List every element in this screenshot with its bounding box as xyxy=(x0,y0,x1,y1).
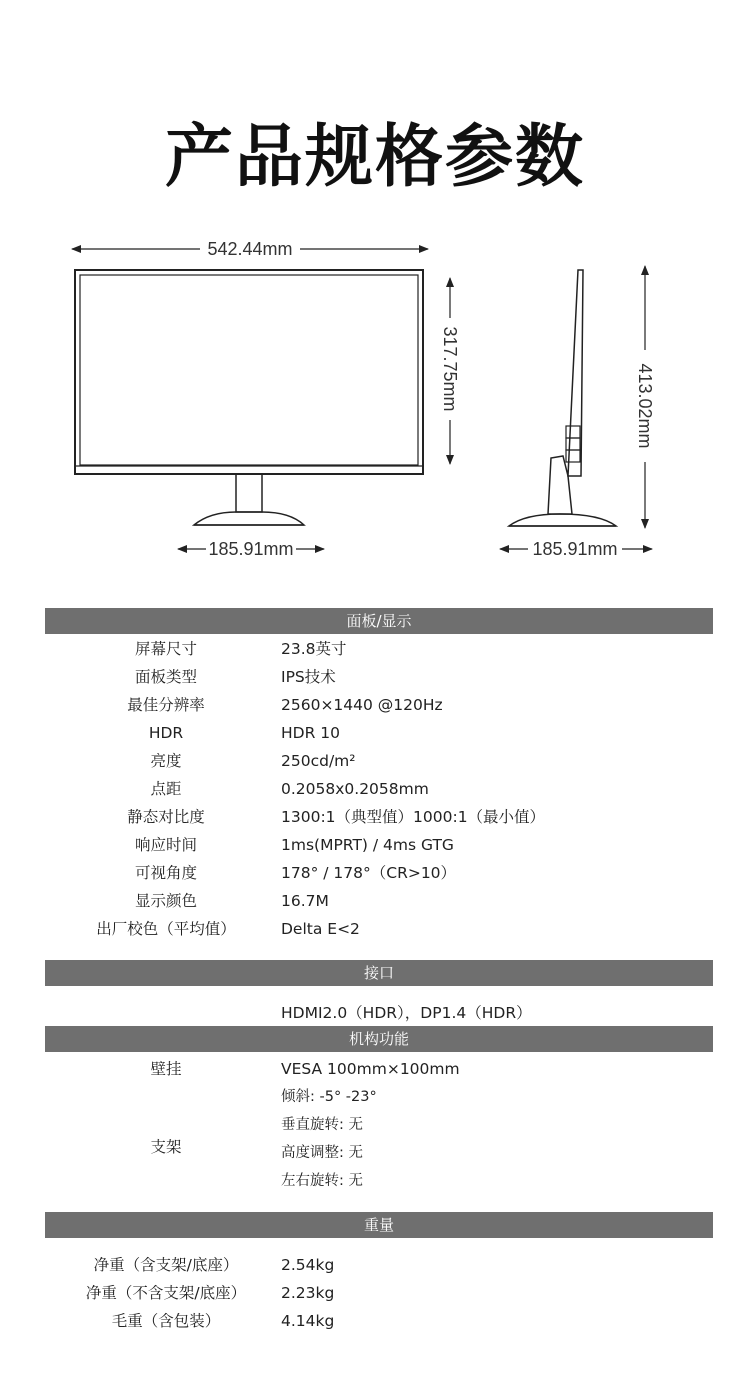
spec-value: HDR 10 xyxy=(281,724,341,742)
weight-label: 净重（不含支架/底座） xyxy=(85,1284,247,1302)
weight-row xyxy=(0,1279,750,1307)
spec-row xyxy=(0,635,750,663)
spec-label: HDR xyxy=(148,724,184,742)
stand-tilt-value: 倾斜: -5° -23° xyxy=(281,1089,377,1105)
spec-label: 可视角度 xyxy=(134,864,197,882)
spec-value: Delta E<2 xyxy=(281,920,360,938)
weight-value: 4.14kg xyxy=(281,1312,335,1330)
weight-value: 2.23kg xyxy=(281,1284,335,1302)
page-title: 产品规格参数 xyxy=(164,118,585,197)
stand-height-value: 高度调整: 无 xyxy=(281,1145,363,1161)
spec-label: 静态对比度 xyxy=(127,808,205,826)
spec-row xyxy=(0,887,750,915)
monitor-dimension-diagram xyxy=(0,0,750,590)
weight-row xyxy=(0,1307,750,1335)
spec-row xyxy=(0,831,750,859)
spec-row xyxy=(0,859,750,887)
side-base-dimension xyxy=(500,539,652,559)
front-base-label: 185.91mm xyxy=(208,539,294,559)
weight-row xyxy=(0,1251,750,1279)
spec-value: 250cd/m² xyxy=(281,752,356,770)
weight-label: 净重（含支架/底座） xyxy=(93,1256,239,1274)
spec-row xyxy=(0,803,750,831)
spec-row xyxy=(0,691,750,719)
screen-height-dimension xyxy=(440,278,460,464)
stand-label: 支架 xyxy=(150,1138,182,1156)
spec-row xyxy=(0,719,750,747)
spec-value: 23.8英寸 xyxy=(281,640,347,658)
section-header-panel: 面板/显示 xyxy=(45,608,713,634)
wall-mount-label: 壁挂 xyxy=(150,1060,182,1078)
front-view xyxy=(75,270,423,525)
spec-label: 出厂校色（平均值） xyxy=(96,920,236,938)
interface-value: HDMI2.0（HDR），DP1.4（HDR） xyxy=(281,1004,532,1022)
section-header-interface: 接口 xyxy=(45,960,713,986)
spec-value: 1300:1（典型值）1000:1（最小值） xyxy=(281,808,546,826)
spec-label: 最佳分辨率 xyxy=(127,696,205,714)
spec-label: 面板类型 xyxy=(134,668,197,686)
spec-label: 显示颜色 xyxy=(134,892,197,910)
spec-row xyxy=(0,775,750,803)
spec-label: 响应时间 xyxy=(134,836,197,854)
width-label: 542.44mm xyxy=(207,239,293,259)
weight-value: 2.54kg xyxy=(281,1256,335,1274)
stand-pivot-value: 垂直旋转: 无 xyxy=(281,1117,363,1133)
spec-value: 1ms(MPRT) / 4ms GTG xyxy=(281,836,454,854)
spec-label: 点距 xyxy=(150,780,182,798)
spec-value: IPS技术 xyxy=(281,668,336,686)
spec-value: 2560×1440 @120Hz xyxy=(281,696,443,714)
spec-label: 屏幕尺寸 xyxy=(134,640,197,658)
spec-row xyxy=(0,915,750,943)
spec-value: 0.2058x0.2058mm xyxy=(281,780,429,798)
total-height-dimension xyxy=(635,266,655,528)
wall-mount-value: VESA 100mm×100mm xyxy=(281,1060,460,1078)
stand-swivel-value: 左右旋转: 无 xyxy=(281,1173,363,1189)
spec-row xyxy=(0,747,750,775)
section-header-weight: 重量 xyxy=(45,1212,713,1238)
total-height-label: 413.02mm xyxy=(635,363,655,449)
section-header-mechanism: 机构功能 xyxy=(45,1026,713,1052)
screen-height-label: 317.75mm xyxy=(440,326,460,412)
side-base-label: 185.91mm xyxy=(532,539,618,559)
spec-value: 16.7M xyxy=(281,892,329,910)
weight-label: 毛重（含包装） xyxy=(111,1312,221,1330)
side-view xyxy=(509,270,616,526)
spec-label: 亮度 xyxy=(150,752,182,770)
spec-value: 178° / 178°（CR>10） xyxy=(281,864,457,882)
spec-row xyxy=(0,663,750,691)
width-dimension xyxy=(72,239,428,259)
front-base-dimension xyxy=(178,539,324,559)
